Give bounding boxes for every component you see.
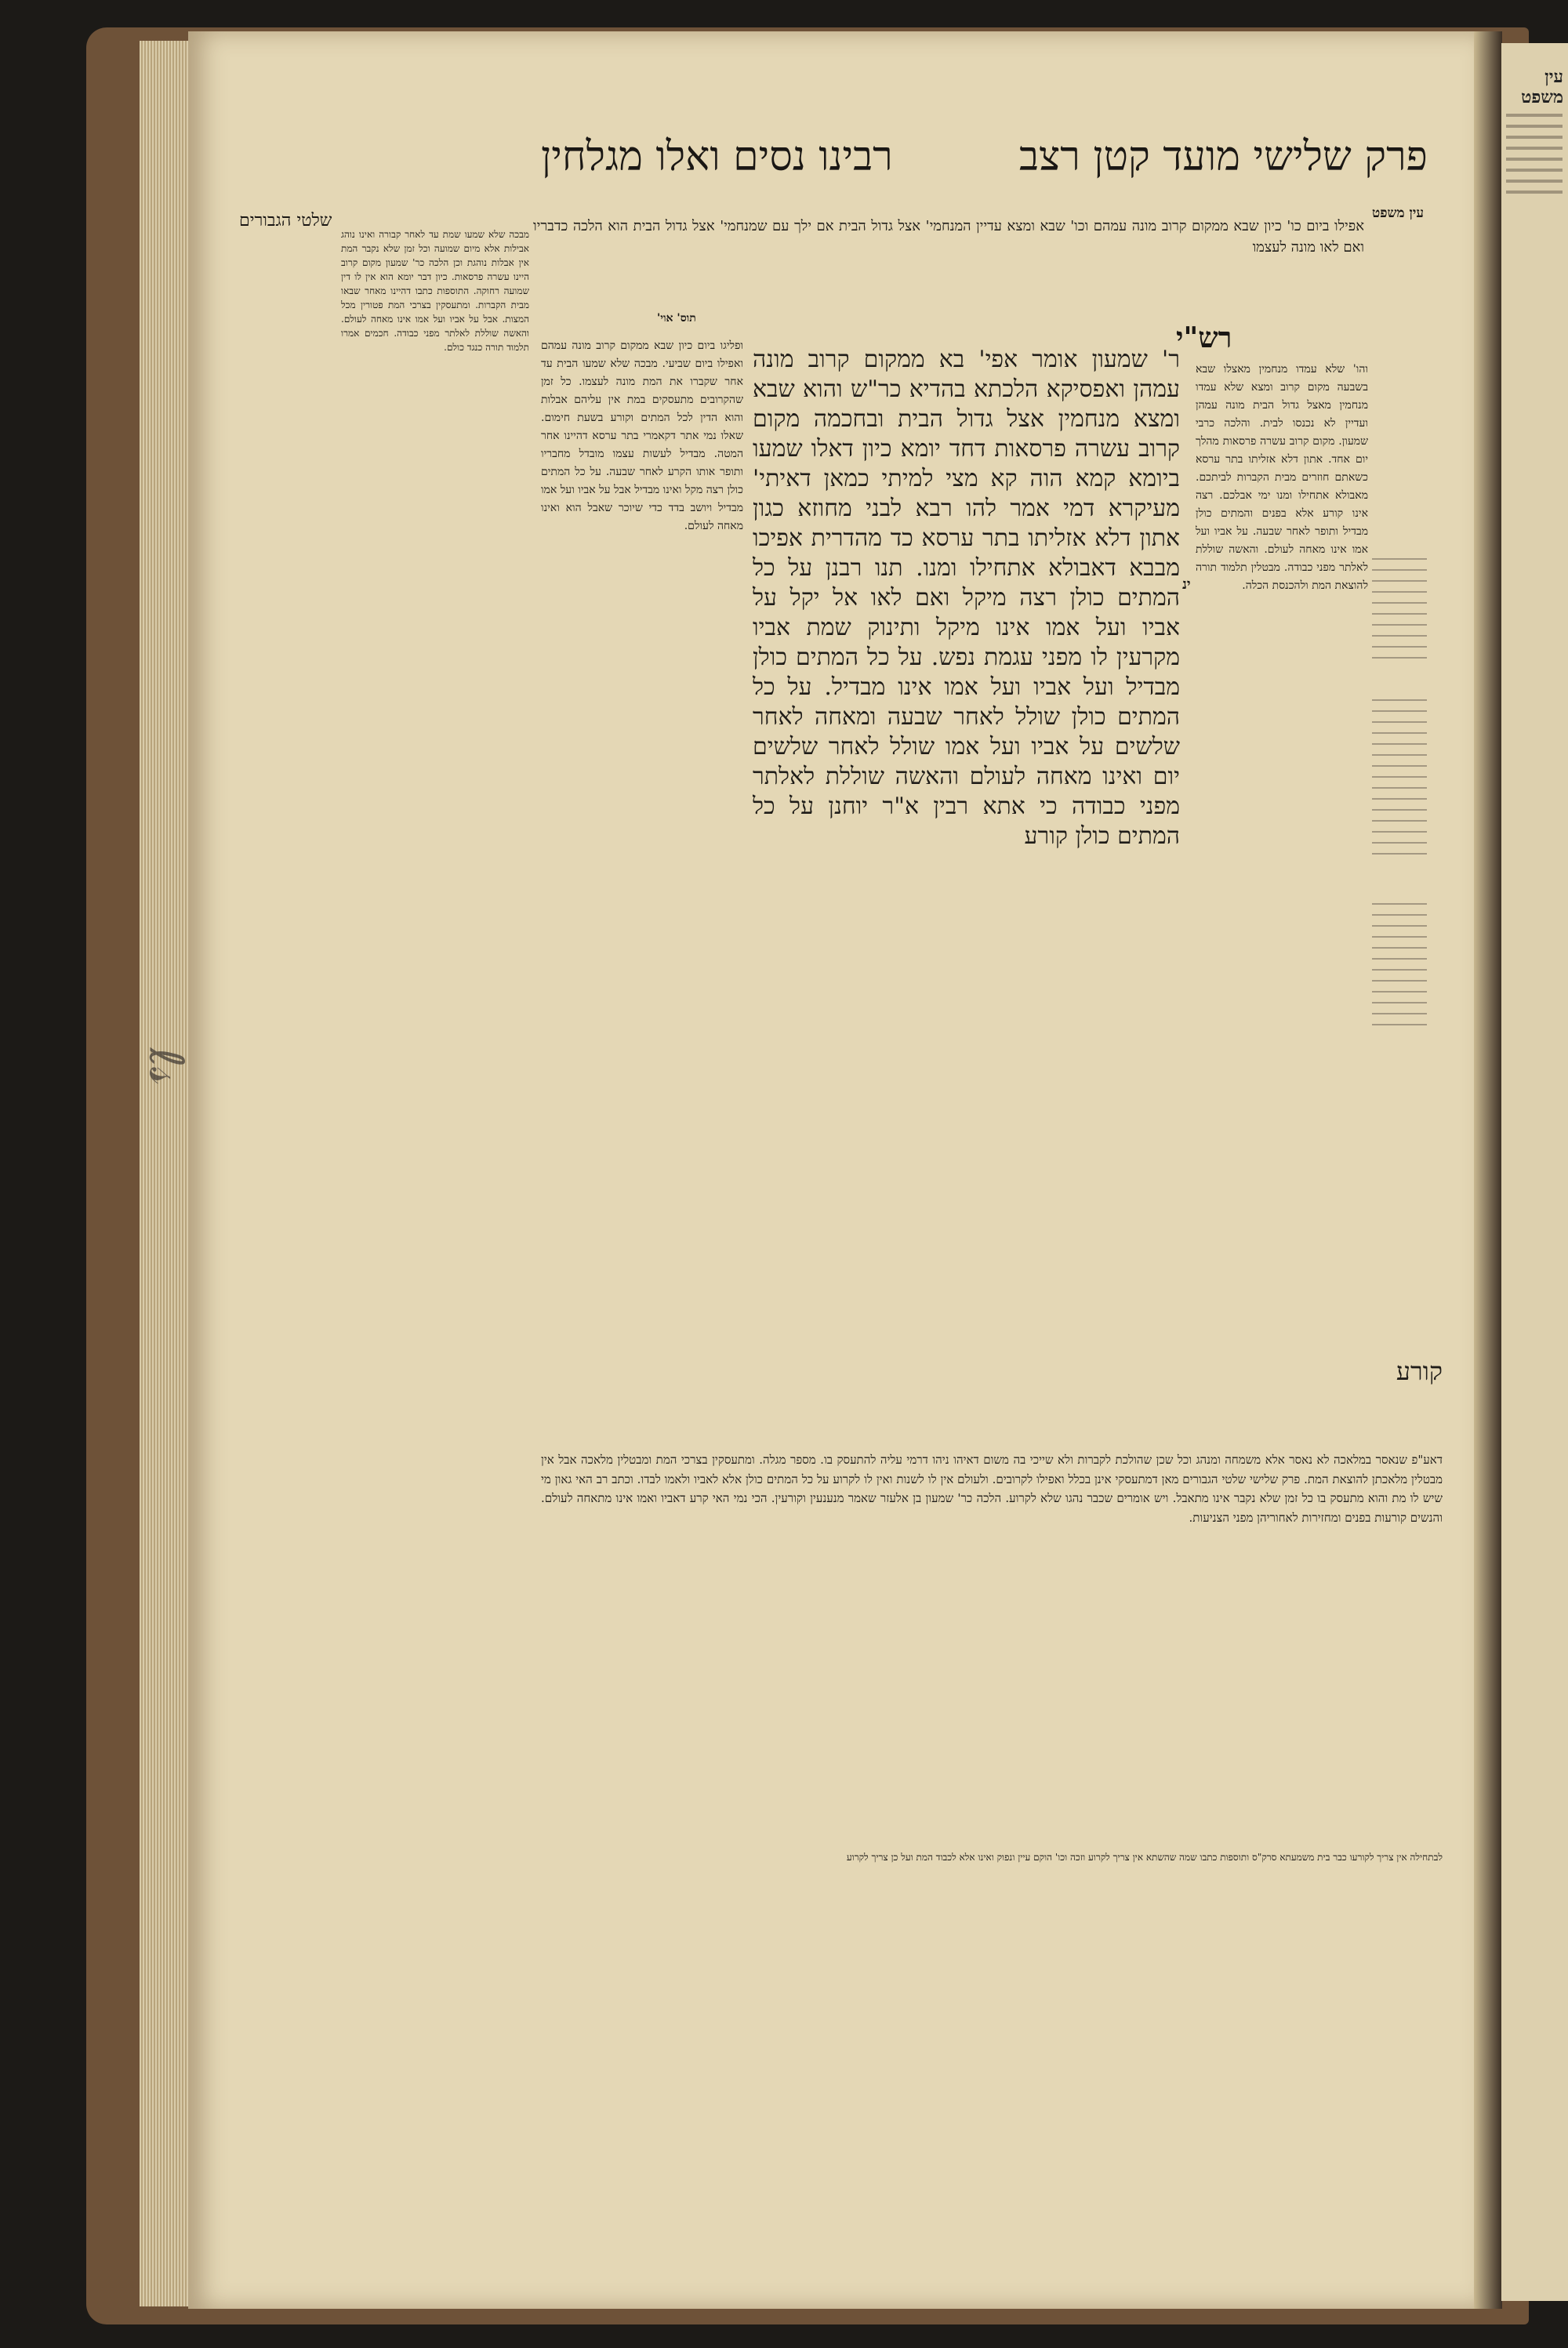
side-word: ינ [1182, 576, 1191, 593]
main-text-continuation [541, 1356, 1443, 1443]
book-gutter [1474, 31, 1502, 2309]
facing-page [1501, 43, 1568, 2301]
main-last-line: קורע [1396, 1356, 1443, 1386]
facing-page-text-lines [1506, 106, 1563, 201]
top-note: אפילו ביום כו' כיון שבא ממקום קרוב מונה עמהם וכו' שבא ומצא עדיין המנחמי' אצל גדול הבית אם ילך עם שמנחמי' אצל גדול הבית הוא הלכה כדבריו ואם לאו מונה לעצמו [533, 218, 1364, 256]
right-margin-glosses [1372, 549, 1427, 1035]
running-header-left: שלטי הגבורים [239, 211, 332, 230]
facing-page-header: עין משפט [1521, 67, 1563, 107]
handwritten-pencil-mark: ℓ𝓈 [138, 1047, 194, 1085]
bottom-commentary: דאע"פ שנאסר במלאכה לא נאסר אלא משמחה ומנהג וכל שכן שהולכת לקברות ולא שייכי בה משום דאיהו ניהו דרמי עליה להתעסק בו. מספר מגלה. ומתעסקין בצרכי המת ומבטלין מלאכה אבל אין מבטלין מלאכתן להוצאת המת. פרק שלישי שלטי הגבורים מאן דמתעסקי אינן בכלל ואפילו לקרובים. ולעולם אין לו לשנות ואין לו לקרוע על כל המתים כולן אלא לאביו ולאמו לבדו. וכתב רב האי גאון מי שיש לו מת והוא מתעסק בו כל זמן שלא נקבר אינו מתאבל. ויש אומרים שכבר נהגו שלא לקרוע. הלכה כר' שמעון בן אלעזר שאמר מנענעין וקורעין. הכי נמי האי קרע דאביו ואמו אינו מתאחה לעולם. והנשים קורעות בפנים ומחזירות לאחוריהן מפני הצניעות. [541, 1453, 1443, 1525]
page-title: רבינו נסים ואלו מגלחין [541, 133, 893, 180]
tosafot-header: תוס' אוי' [657, 312, 696, 325]
outer-margin-column: מבכה שלא שמעו שמת עד לאחר קבורה ואינו נוהג אבילות אלא מיום שמועה וכל זמן שלא נקבר המת אין אבלות נוהגת וכן הלכה כר' שמעון מקום קרוב היינו עשרה פרסאות. כיון דבר יומא הוא אין לו דין שמועה רחוקה. התוספות כתבו דהיינו מאחר שבאו מבית הקברות. ומתעסקין בצרכי המת פטורין מכל המצות. אבל על אביו ועל אמו אינו מאחה לעולם. והאשה שוללת לאלתר מפני כבודה. חכמים אמרו תלמוד תורה כנגד כולם. [341, 229, 529, 353]
rashi-header: רש"י [1176, 321, 1232, 354]
main-text-block: ר' שמעון אומר אפי' בא ממקום קרוב מונה עמהן ואפסיקא הלכתא בהדיא כר"ש והוא שבא ומצא מנחמין אצל גדול הבית ובחכמה מקום קרוב עשרה פרסאות דחד יומא כיון דאלו שמעו ביומא קמא הוה קא מצי למיתי כמאן דאיתי' מעיקרא דמי אמר להו רבא לבני מחוזא כגון אתון דלא אזליתו בתר ערסא כד מהדרית אפיכו מבבא דאבולא אתחילו ומנו. תנו רבנן על כל המתים כולן רצה מיקל ואם לאו אל יקל על אביו ועל אמו אינו מיקל ותינוק שמת אביו מקרעין לו מפני עגמת נפש. על כל המתים כולן מבדיל ועל אביו ועל אמו אינו מבדיל. על כל המתים כולן שולל לאחר שבעה ומאחה לאחר שלשים על אביו ועל אמו שולל לאחר שלשים יום ואינו מאחה לעולם והאשה שוללת לאלתר מפני כבודה כי אתא רבין א"ר יוחנן על כל המתים כולן קורע [753, 346, 1180, 850]
left-commentary-column: ופליגו ביום כיון שבא ממקום קרוב מונה עמהם ואפילו ביום שביעי. מבכה שלא שמעו הבית עד אחר שקברו את המת מונה לעצמו. כל זמן שהקרובים מתעסקים במת אין עליהם אבלות והוא הדין לכל המתים וקורע בשעת חימום. שאלו נמי אתר דקאמרי בתר ערסא דהיינו אחר המטה. מבדיל לעשות עצמו מובדל מחבריו ותופר אותו הקרע לאחר שבעה. על כל המתים כולן רצה מקל ואינו מבדיל אבל על אביו ועל אמו מבדיל ויושב בדד כדי שיוכר שאבל הוא ואינו מאחה לעולם. [541, 339, 743, 532]
running-header-right: עין משפט [1372, 205, 1424, 221]
chapter-title: פרק שלישי מועד קטן רצב [1019, 133, 1428, 180]
rashi-column: והו' שלא עמדו מנחמין מאצלו שבא בשבעה מקום קרוב ומצא שלא עמדו מנחמין מאצל גדול הבית מונה עמהן ועדיין לא נכנסו לבית. והלכה כרבי שמעון. מקום קרוב עשרה פרסאות מהלך יום אחד. אתון דלא אזליתו בתר ערסא כשאתם חוזרים מבית הקברות לביתכם. מאבולא אתחילו ומנו ימי אבלכם. רצה אינו קורע אלא בפנים והמתים כולן מבדיל ותופר לאחר שבעה. על אביו ועל אמו אינו מאחה לעולם. והאשה שוללת לאלתר מפני כבודה. מבטלין תלמוד תורה להוצאת המת ולהכנסת הכלה. [1196, 363, 1368, 592]
bottom-footnote: לבתחילה אין צריך לקורעו כבר בית משמעתא סרק"ס ותוספות כתבו שמה שהשתא אין צריך לקרוע וזכה וכו' הוקם עיין ונפוק ואינו אלא לכבוד המת ועל כן צריך לקרוע [846, 1852, 1443, 1863]
